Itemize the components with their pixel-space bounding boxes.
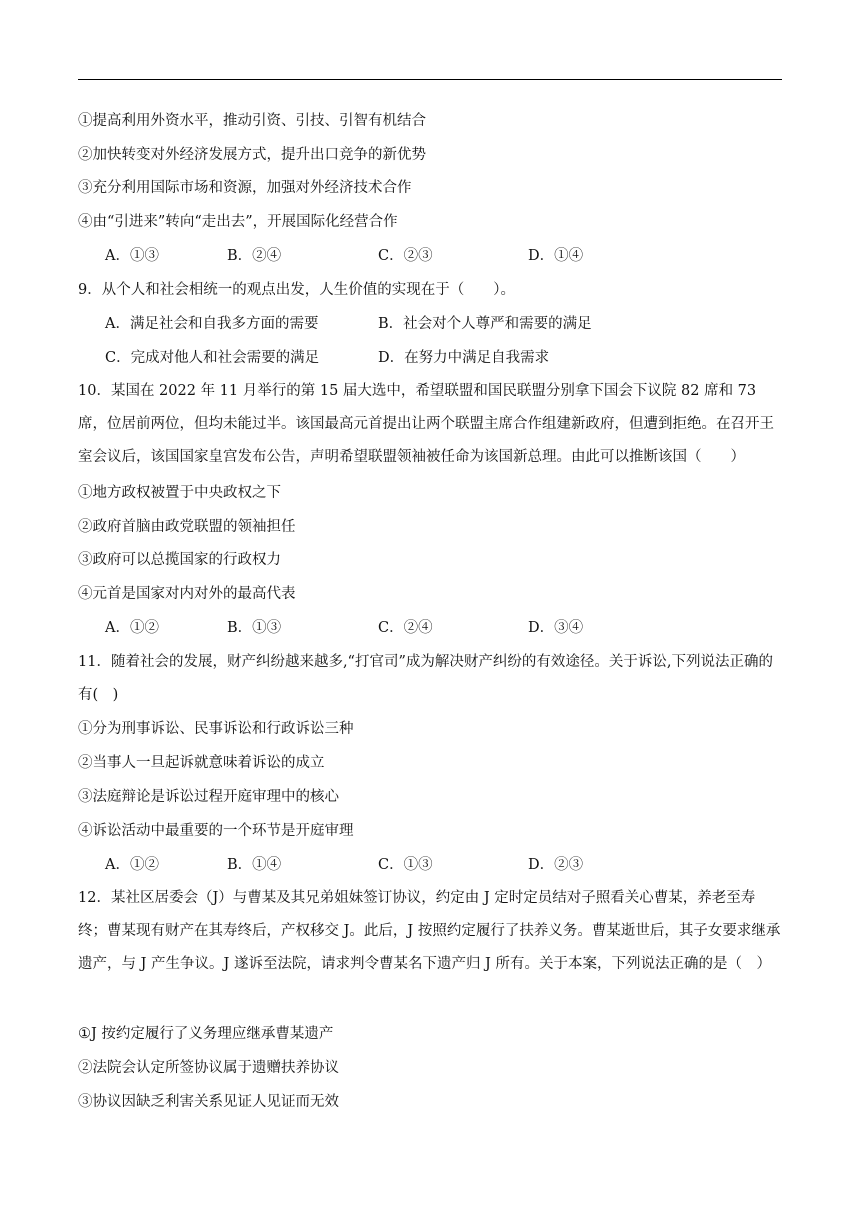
q9-option-c[interactable]: C．完成对他人和社会需要的满足 <box>105 350 320 366</box>
q10-item-2: ②政府首脑由政党联盟的领袖担任 <box>78 519 296 535</box>
q9-stem: 9．从个人和社会相统一的观点出发，人生价值的实现在于（ ）。 <box>78 282 515 298</box>
q11-option-a[interactable]: A．①② <box>105 857 159 873</box>
header-rule <box>78 79 782 80</box>
q11-item-4: ④诉讼活动中最重要的一个环节是开庭审理 <box>78 823 354 839</box>
q10-item-4: ④元首是国家对内对外的最高代表 <box>78 586 296 602</box>
q8-item-4: ④由“引进来”转向“走出去”，开展国际化经营合作 <box>78 214 398 230</box>
q8-option-b[interactable]: B．②④ <box>227 248 282 264</box>
q12-item-3: ③协议因缺乏利害关系见证人见证而无效 <box>78 1094 339 1110</box>
q11-item-2: ②当事人一旦起诉就意味着诉讼的成立 <box>78 755 325 771</box>
q8-option-c[interactable]: C．②③ <box>378 248 433 264</box>
q11-option-c[interactable]: C．①③ <box>378 857 433 873</box>
q12-stem: 12．某社区居委会（J）与曹某及其兄弟姐妹签订协议，约定由 J 定时定员结对子照看关心曹某，养老至寿终；曹某现有财产在其寿终后，产权移交 J。此后，J 按照约定履行了扶养义务。曹某逝世后，其子女要求继承遗产，与 J 产生争议。J 遂诉至法院，请求判令曹某名下遗产归 J 所有。关于本案，下列说法正确的是（ ） <box>78 890 781 972</box>
q11-item-3: ③法庭辩论是诉讼过程开庭审理中的核心 <box>78 789 339 805</box>
q11-stem: 11．随着社会的发展，财产纠纷越来越多,“打官司”成为解决财产纠纷的有效途径。关于诉讼,下列说法正确的有( ) <box>78 654 773 703</box>
q9-option-b[interactable]: B．社会对个人尊严和需要的满足 <box>378 316 592 332</box>
q8-item-1: ①提高利用外资水平，推动引资、引技、引智有机结合 <box>78 113 426 129</box>
q10-option-a[interactable]: A．①② <box>105 620 159 636</box>
q9-option-a[interactable]: A．满足社会和自我多方面的需要 <box>105 316 319 332</box>
q10-item-3: ③政府可以总揽国家的行政权力 <box>78 552 281 568</box>
q12-item-2: ②法院会认定所签协议属于遗赠扶养协议 <box>78 1060 339 1076</box>
q10-option-d[interactable]: D．③④ <box>528 620 584 636</box>
q8-option-d[interactable]: D．①④ <box>528 248 584 264</box>
q11-item-1: ①分为刑事诉讼、民事诉讼和行政诉讼三种 <box>78 721 354 737</box>
q9-option-d[interactable]: D．在努力中满足自我需求 <box>378 350 550 366</box>
q12-item-1: ①J 按约定履行了义务理应继承曹某遗产 <box>78 1026 334 1042</box>
q10-stem: 10．某国在 2022 年 11 月举行的第 15 届大选中，希望联盟和国民联盟分别拿下国会下议院 82 席和 73 席，位居前两位，但均未能过半。该国最高元首提出让两个联盟主席合作组建新政府，但遭到拒绝。在召开王室会议后，该国国家皇宫发布公告，声明希望联盟领袖被任命为该国新总理。由此可以推断该国（ ） <box>78 383 774 465</box>
q10-item-1: ①地方政权被置于中央政权之下 <box>78 485 281 501</box>
q10-option-b[interactable]: B．①③ <box>227 620 282 636</box>
q8-item-3: ③充分利用国际市场和资源，加强对外经济技术合作 <box>78 180 412 196</box>
q11-option-b[interactable]: B．①④ <box>227 857 282 873</box>
q8-option-a[interactable]: A．①③ <box>105 248 159 264</box>
q8-item-2: ②加快转变对外经济发展方式，提升出口竞争的新优势 <box>78 147 426 163</box>
q11-option-d[interactable]: D．②③ <box>528 857 584 873</box>
q10-option-c[interactable]: C．②④ <box>378 620 433 636</box>
